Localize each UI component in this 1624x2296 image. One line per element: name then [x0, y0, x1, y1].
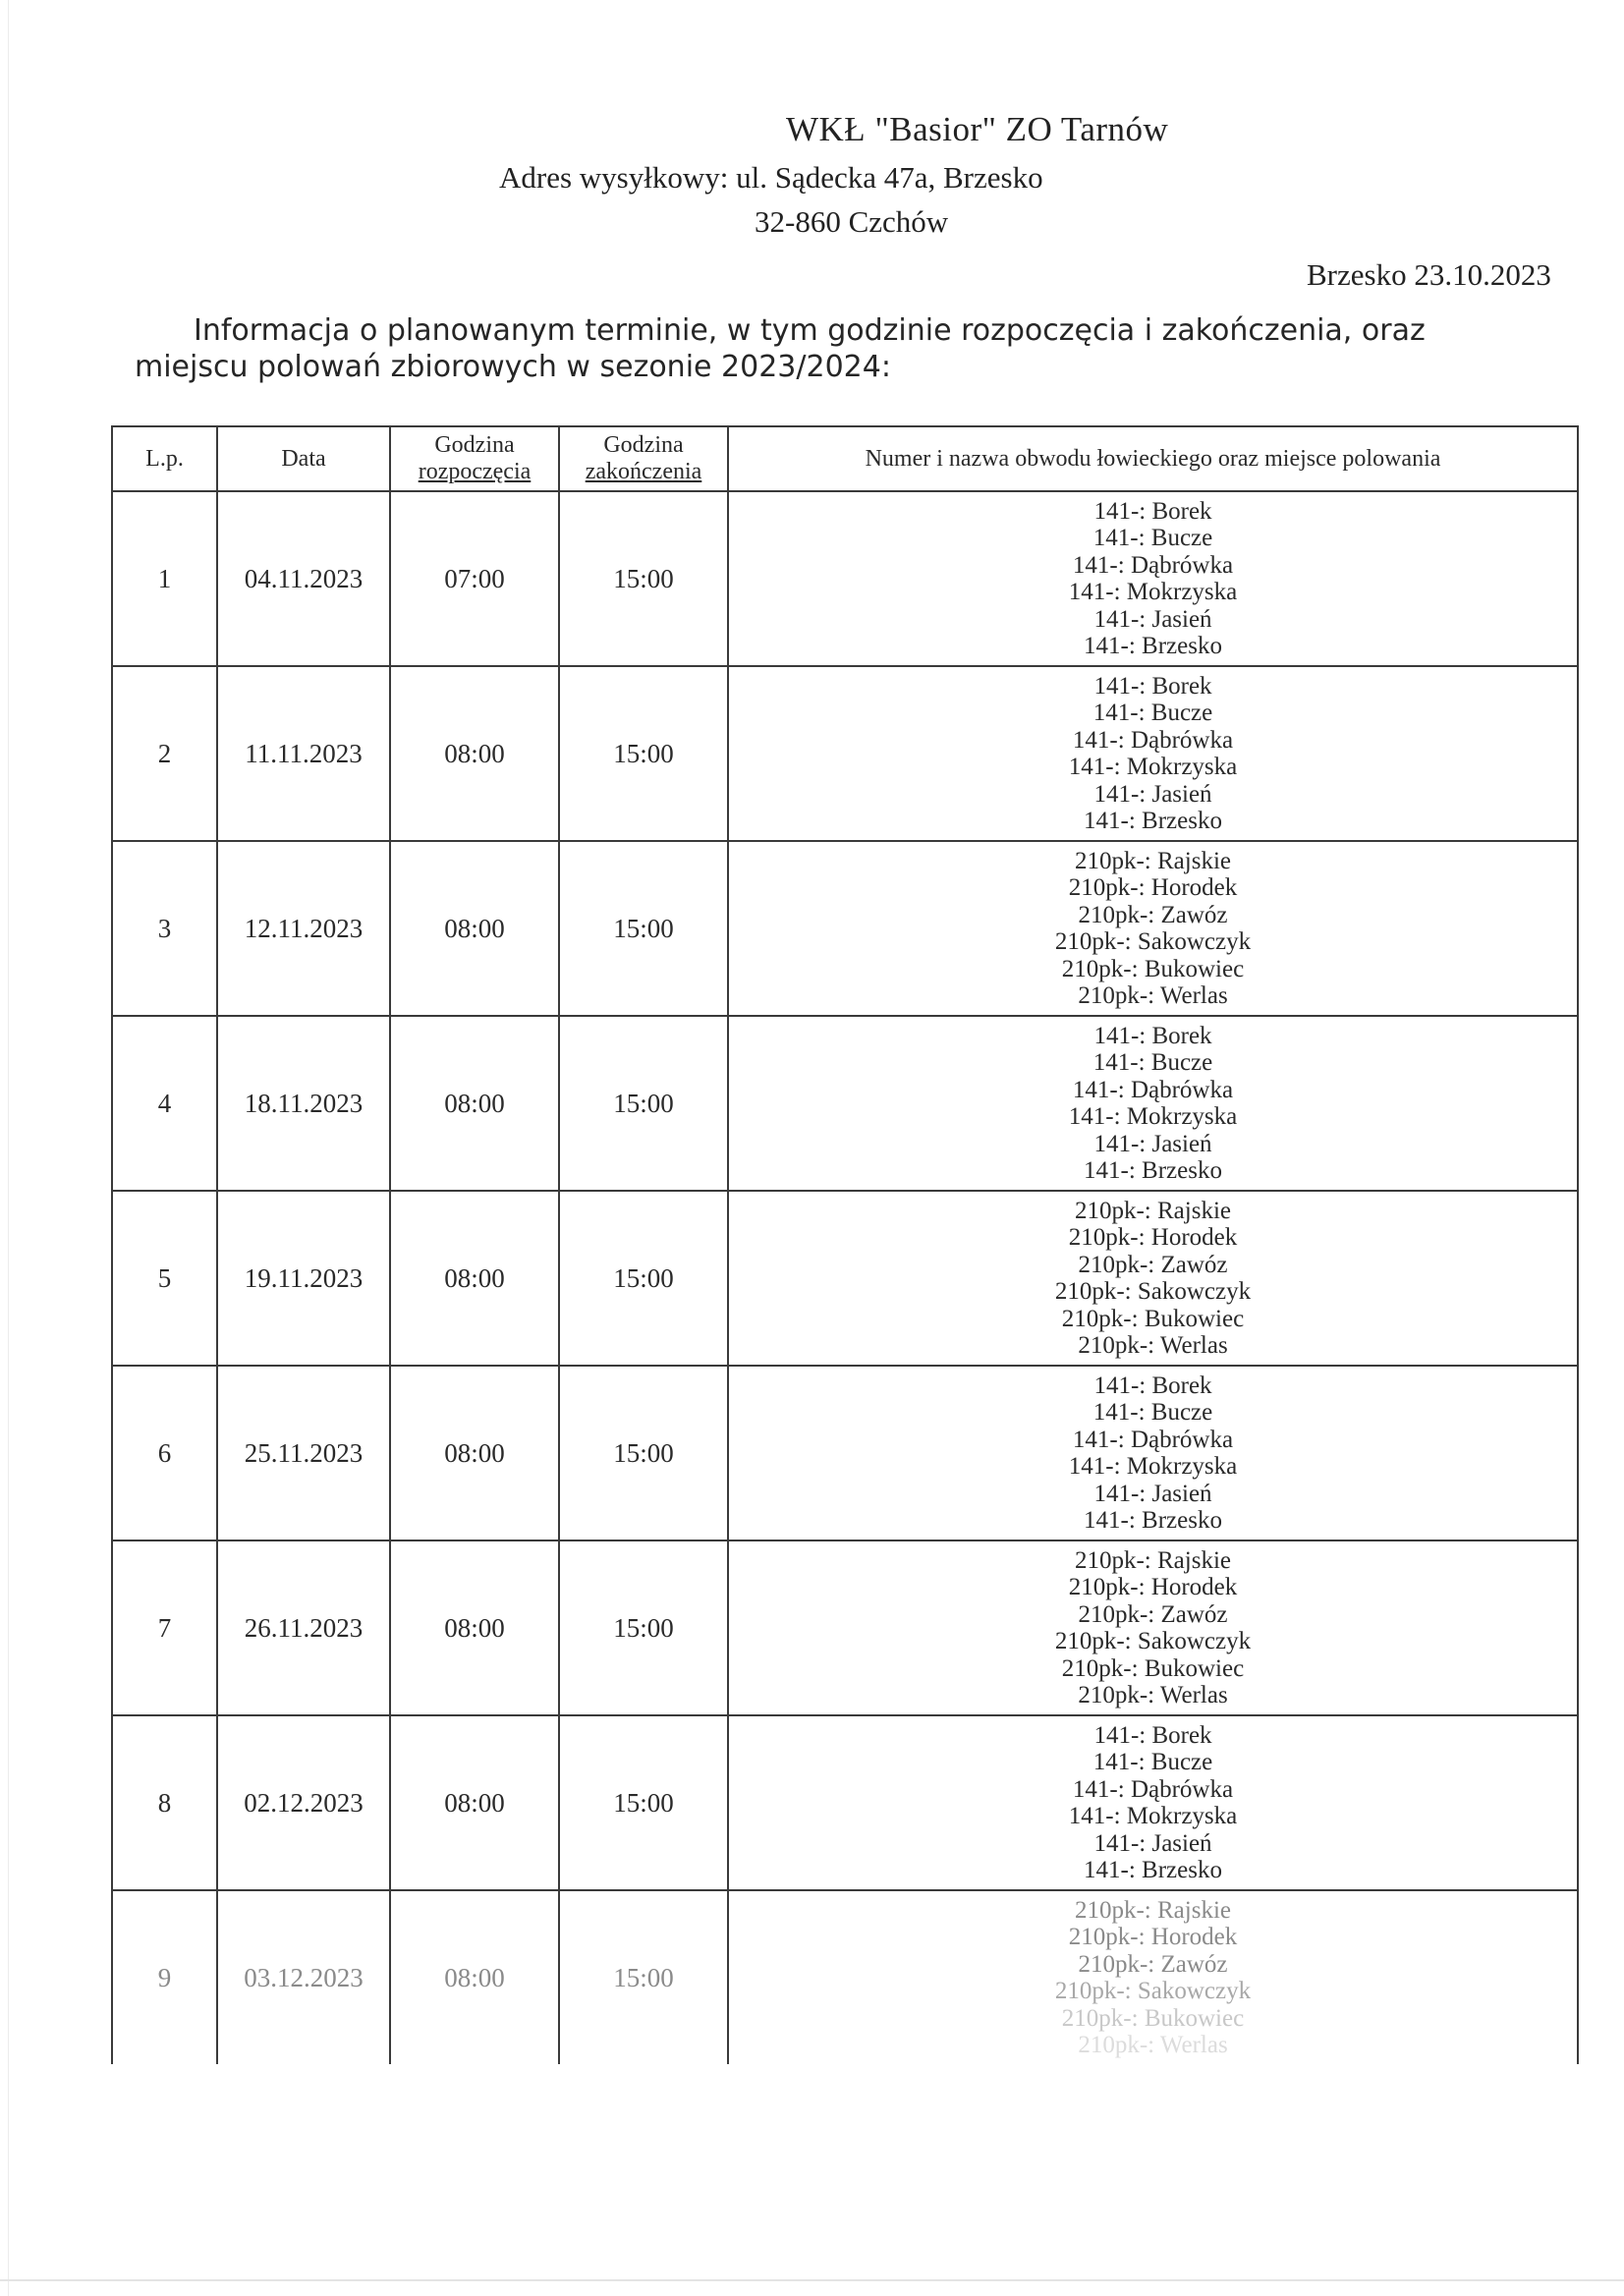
hunting-area-entry: 210pk-: Horodek	[1068, 1574, 1238, 1600]
row-date: 19.11.2023	[217, 1191, 390, 1366]
info-line-2: miejscu polowań zbiorowych w sezonie 2023/2024:	[135, 350, 891, 384]
row-date: 02.12.2023	[217, 1715, 390, 1890]
hunting-area-entry: 210pk-: Rajskie	[1074, 847, 1231, 874]
hunting-area-entry: 141-: Jasień	[1093, 780, 1212, 808]
hunting-area-entry: 141-: Borek	[1093, 672, 1212, 700]
row-lp: 2	[112, 666, 217, 841]
row-hunting-areas	[728, 1715, 1578, 1890]
hunting-area-entry: 141-: Brzesko	[1084, 808, 1222, 834]
row-hunting-areas	[728, 491, 1578, 666]
hunting-area-entry: 210pk-: Horodek	[1068, 874, 1238, 901]
row-end-time: 15:00	[559, 1890, 728, 2064]
hunting-area-entry: 210pk-: Bukowiec	[1061, 1305, 1245, 1332]
header-end-time	[559, 426, 728, 491]
hunting-area-entry: 210pk-: Rajskie	[1074, 1197, 1231, 1224]
hunting-area-entry: 210pk-: Rajskie	[1074, 1546, 1231, 1574]
hunting-area-entry: 141-: Borek	[1093, 1721, 1212, 1749]
hunting-area-entry: 210pk-: Zawóz	[1078, 1600, 1228, 1628]
hunting-area-entry: 141-: Brzesko	[1084, 1857, 1222, 1883]
hunting-area-entry: 210pk-: Sakowczyk	[1054, 1628, 1252, 1654]
row-lp: 5	[112, 1191, 217, 1366]
hunting-area-entry: 141-: Bucze	[1092, 1399, 1213, 1426]
hunting-area-entry: 141-: Jasień	[1093, 1130, 1212, 1157]
table-row	[112, 1890, 1578, 2064]
hunting-area-entry: 141-: Mokrzyska	[1068, 579, 1238, 605]
header-start-line-1: Godzina	[434, 432, 515, 458]
row-date: 26.11.2023	[217, 1540, 390, 1715]
row-lp: 1	[112, 491, 217, 666]
hunt-schedule-table	[111, 425, 1579, 2064]
hunting-area-entry: 141-: Brzesko	[1084, 1507, 1222, 1534]
row-end-time: 15:00	[559, 1191, 728, 1366]
info-paragraph	[135, 312, 1510, 385]
hunting-area-entry: 141-: Bucze	[1092, 1749, 1213, 1775]
table-row	[112, 1366, 1578, 1540]
row-hunting-areas	[728, 1890, 1578, 2064]
info-line-1: Informacja o planowanym terminie, w tym godzinie rozpoczęcia i zakończenia, oraz	[194, 313, 1426, 348]
row-end-time: 15:00	[559, 491, 728, 666]
table-row	[112, 1191, 1578, 1366]
row-end-time: 15:00	[559, 1016, 728, 1191]
row-lp: 4	[112, 1016, 217, 1191]
hunting-area-entry: 210pk-: Werlas	[1078, 2032, 1228, 2058]
hunting-area-entry: 141-: Borek	[1093, 1372, 1212, 1399]
hunting-area-entry: 210pk-: Zawóz	[1078, 1950, 1228, 1978]
hunting-area-entry: 141-: Mokrzyska	[1068, 754, 1238, 780]
row-start-time: 08:00	[390, 1191, 559, 1366]
address-line-1: Adres wysyłkowy: ul. Sądecka 47a, Brzesko	[499, 160, 1043, 195]
row-hunting-areas	[728, 1366, 1578, 1540]
row-start-time: 08:00	[390, 1890, 559, 2064]
header-start-line-2: rozpoczęcia	[418, 459, 532, 484]
header-hunting-area: Numer i nazwa obwodu łowieckiego oraz miejsce polowania	[728, 426, 1578, 491]
header-start-time	[390, 426, 559, 491]
hunting-area-entry: 210pk-: Werlas	[1078, 1332, 1228, 1359]
row-end-time: 15:00	[559, 666, 728, 841]
table-row	[112, 666, 1578, 841]
address-line-2: 32-860 Czchów	[755, 204, 949, 239]
hunting-area-entry: 210pk-: Bukowiec	[1061, 2004, 1245, 2032]
row-start-time: 08:00	[390, 841, 559, 1016]
hunting-area-entry: 141-: Mokrzyska	[1068, 1453, 1238, 1480]
hunt-schedule-table-wrap	[111, 425, 1567, 2064]
hunting-area-entry: 141-: Brzesko	[1084, 633, 1222, 659]
row-date: 11.11.2023	[217, 666, 390, 841]
table-body	[112, 491, 1578, 2064]
row-lp: 7	[112, 1540, 217, 1715]
hunting-area-entry: 141-: Mokrzyska	[1068, 1803, 1238, 1829]
hunting-area-entry: 141-: Mokrzyska	[1068, 1103, 1238, 1130]
hunting-area-entry: 141-: Bucze	[1092, 1049, 1213, 1076]
header-lp: L.p.	[112, 426, 217, 491]
hunting-area-entry: 210pk-: Zawóz	[1078, 901, 1228, 928]
header-date: Data	[217, 426, 390, 491]
row-date: 12.11.2023	[217, 841, 390, 1016]
hunting-area-entry: 141-: Dąbrówka	[1072, 1775, 1234, 1803]
row-start-time: 08:00	[390, 1540, 559, 1715]
row-hunting-areas	[728, 666, 1578, 841]
hunting-area-entry: 141-: Dąbrówka	[1072, 551, 1234, 579]
hunting-area-entry: 210pk-: Werlas	[1078, 982, 1228, 1009]
hunting-area-entry: 141-: Brzesko	[1084, 1157, 1222, 1184]
row-hunting-areas	[728, 1191, 1578, 1366]
hunting-area-entry: 141-: Dąbrówka	[1072, 1426, 1234, 1453]
row-end-time: 15:00	[559, 1366, 728, 1540]
row-lp: 3	[112, 841, 217, 1016]
table-row	[112, 1016, 1578, 1191]
row-end-time: 15:00	[559, 1540, 728, 1715]
table-row	[112, 841, 1578, 1016]
row-hunting-areas	[728, 1016, 1578, 1191]
row-end-time: 15:00	[559, 841, 728, 1016]
hunting-area-entry: 141-: Borek	[1093, 1022, 1212, 1049]
hunting-area-entry: 141-: Borek	[1093, 497, 1212, 525]
hunting-area-entry: 141-: Bucze	[1092, 525, 1213, 551]
row-date: 03.12.2023	[217, 1890, 390, 2064]
table-row	[112, 1540, 1578, 1715]
hunting-area-entry: 210pk-: Horodek	[1068, 1924, 1238, 1950]
hunting-area-entry: 210pk-: Bukowiec	[1061, 1654, 1245, 1682]
row-hunting-areas	[728, 841, 1578, 1016]
hunting-area-entry: 141-: Bucze	[1092, 700, 1213, 726]
table-header-row	[112, 426, 1578, 491]
row-date: 18.11.2023	[217, 1016, 390, 1191]
hunting-area-entry: 210pk-: Bukowiec	[1061, 955, 1245, 982]
hunting-area-entry: 141-: Jasień	[1093, 1480, 1212, 1507]
row-start-time: 08:00	[390, 1366, 559, 1540]
row-start-time: 08:00	[390, 1016, 559, 1191]
row-hunting-areas	[728, 1540, 1578, 1715]
hunting-area-entry: 210pk-: Zawóz	[1078, 1251, 1228, 1278]
hunting-area-entry: 210pk-: Horodek	[1068, 1224, 1238, 1251]
organization-name: WKŁ "Basior" ZO Tarnów	[786, 110, 1169, 148]
row-date: 25.11.2023	[217, 1366, 390, 1540]
hunting-area-entry: 210pk-: Werlas	[1078, 1682, 1228, 1708]
hunting-area-entry: 141-: Jasień	[1093, 605, 1212, 633]
table-row	[112, 491, 1578, 666]
hunting-area-entry: 141-: Jasień	[1093, 1829, 1212, 1857]
scan-bottom-edge	[0, 2279, 1624, 2281]
hunting-area-entry: 210pk-: Sakowczyk	[1054, 1278, 1252, 1305]
row-lp: 6	[112, 1366, 217, 1540]
header-end-line-2: zakończenia	[585, 459, 702, 484]
hunting-area-entry: 210pk-: Rajskie	[1074, 1896, 1231, 1924]
place-and-date: Brzesko 23.10.2023	[1307, 257, 1551, 292]
row-start-time: 07:00	[390, 491, 559, 666]
row-end-time: 15:00	[559, 1715, 728, 1890]
hunting-area-entry: 141-: Dąbrówka	[1072, 1076, 1234, 1103]
row-date: 04.11.2023	[217, 491, 390, 666]
table-row	[112, 1715, 1578, 1890]
row-start-time: 08:00	[390, 1715, 559, 1890]
hunting-area-entry: 210pk-: Sakowczyk	[1054, 928, 1252, 955]
hunting-area-entry: 210pk-: Sakowczyk	[1054, 1978, 1252, 2004]
row-start-time: 08:00	[390, 666, 559, 841]
hunting-area-entry: 141-: Dąbrówka	[1072, 726, 1234, 754]
row-lp: 9	[112, 1890, 217, 2064]
row-lp: 8	[112, 1715, 217, 1890]
header-end-line-1: Godzina	[603, 432, 684, 458]
